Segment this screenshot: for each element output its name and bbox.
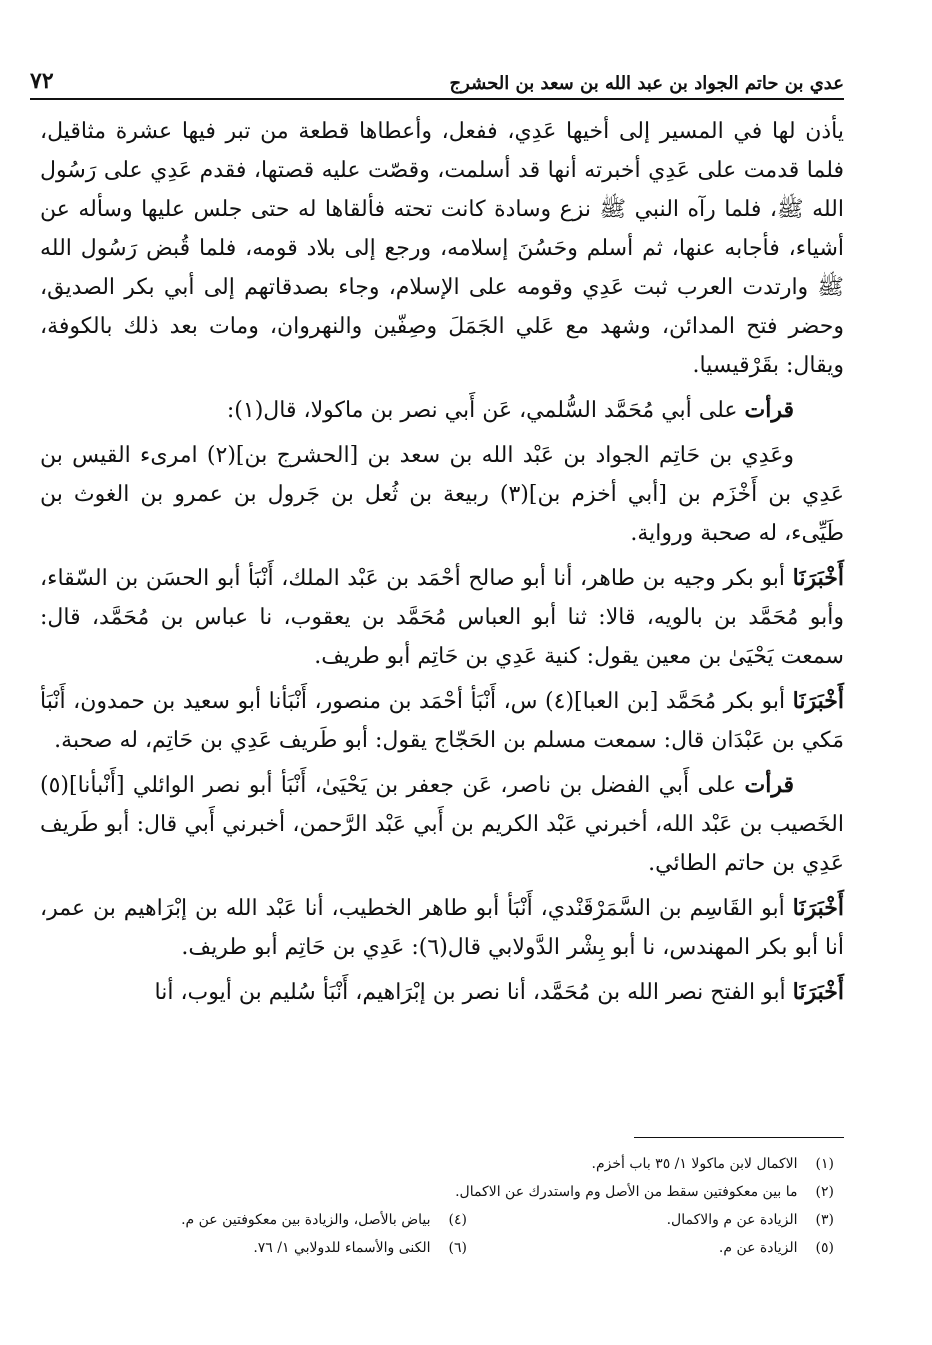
- paragraph: [40, 682, 844, 760]
- footnote: [467, 1206, 834, 1234]
- paragraph-keyword: قرأت: [744, 772, 794, 798]
- footnote: [592, 1150, 834, 1178]
- paragraph-text: يأذن لها في المسير إلى أخيها عَدِي، ففعل، وأعطاها قطعة من تبر فيها عشرة مثاقيل، فلما قدمت على عَدِي أخبرته أنها قد أسلمت، وقصّت عليه قصتها، فقدم عَدِي على رَسُول الله ﷺ، فلما رآه النبي ﷺ نزع وسادة كانت تحته فألقاها له حتى جلس عليها وسأله عن أشياء، فأجابه عنها، ثم أسلم وحَسُنَ إسلامه، ورجع إلى بلاد قومه، فلما قُبض رَسُول الله ﷺ وارتدت العرب ثبت عَدِي وقومه على الإسلام، وجاء بصدقاتهم إلى أبي بكر الصديق، وحضر فتح المدائن، وشهد مع عَلي الجَمَلَ وصِفّين والنهروان، ومات بعد ذلك بالكوفة، ويقال: بقَرْقيسيا.: [40, 119, 844, 378]
- footnote-number: (٣): [815, 1212, 834, 1228]
- footnote-divider: [634, 1137, 844, 1138]
- footnote: [100, 1234, 467, 1262]
- main-text: [40, 112, 844, 1012]
- paragraph-keyword: أَخْبَرَنَا: [792, 895, 844, 921]
- paragraph: [40, 889, 844, 967]
- paragraph-text: على أَبي الفضل بن ناصر، عَن جعفر بن يَحْيَىٰ، أَنْبَأ أبو نصر الوائلي [أَنْبأنا](٥) الخَصيب بن عَبْد الله، أخبرني عَبْد الكريم بن أَبي عَبْد الرَّحمن، أخبرني أَبي قال: أبو طَريف عَدِي بن حاتم الطائي.: [40, 773, 844, 876]
- footnote-number: (٤): [448, 1212, 467, 1228]
- paragraph-keyword: أَخْبَرَنَا: [792, 688, 844, 714]
- footnote: [467, 1234, 834, 1262]
- footnote-text: الكنى والأسماء للدولابي ١/ ٧٦.: [253, 1240, 431, 1256]
- paragraph: [40, 391, 844, 430]
- footnote-number: (٦): [448, 1240, 467, 1256]
- footnote-text: بياض بالأصل، والزيادة بين معكوفتين عن م.: [181, 1212, 431, 1228]
- paragraph-text: على أبي مُحَمَّد السُّلمي، عَن أَبي نصر بن ماكولا، قال(١):: [226, 398, 745, 423]
- footnote-text: ما بين معكوفتين سقط من الأصل وم واستدرك عن الاكمال.: [455, 1184, 798, 1200]
- paragraph-keyword: أَخْبَرَنَا: [792, 565, 844, 591]
- footnote-row: [100, 1206, 834, 1234]
- paragraph: [40, 112, 844, 385]
- footnote-number: (١): [815, 1156, 834, 1172]
- paragraph: [40, 973, 844, 1012]
- footnote-text: الزيادة عن م.: [718, 1240, 798, 1256]
- paragraph-keyword: قرأت: [744, 397, 794, 423]
- footnotes: [100, 1150, 834, 1262]
- page-header: [30, 58, 844, 100]
- footnote-row: [100, 1150, 834, 1178]
- paragraph-text: وعَدِي بن حَاتِم الجواد بن عَبْد الله بن سعد بن [الحشرج بن](٢) امرىء القيس بن عَدِي بن أَخْزَم بن [أبي أخزم بن](٣) ربيعة بن ثُعل بن جَرول بن عمرو بن الغوث بن طَيِّىء، له صحبة ورواية.: [40, 443, 844, 546]
- paragraph: [40, 436, 844, 553]
- footnote-row: [100, 1234, 834, 1262]
- paragraph-text: أبو بكر وجيه بن طاهر، أنا أبو صالح أحْمَد بن عَبْد الملك، أَنْبَأ أبو الحسَن بن السّقاء، وأبو مُحَمَّد بن بالويه، قالا: ثنا أبو العباس مُحَمَّد بن يعقوب، نا عباس بن مُحَمَّد، قال: سمعت يَحْيَىٰ بن معين يقول: كنية عَدِي بن حَاتِم أبو طريف.: [40, 566, 844, 669]
- paragraph-text: أبو القَاسِم بن السَّمَرْقَنْدي، أَنْبَأ أبو طاهر الخطيب، أنا عَبْد الله بن إبْرَاهيم بن عمر، أنا أبو بكر المهندس، نا أبو بِشْر الدَّولابي قال(٦): عَدِي بن حَاتِم أبو طريف.: [40, 896, 844, 960]
- footnote: [100, 1206, 467, 1234]
- running-title: عدي بن حاتم الجواد بن عبد الله بن سعد بن الحشرج: [449, 73, 844, 94]
- page-number: ٧٢: [30, 68, 54, 94]
- paragraph-text: أبو الفتح نصر الله بن مُحَمَّد، أنا نصر بن إبْرَاهيم، أَنْبَأ سُليم بن أيوب، أنا: [154, 980, 793, 1005]
- footnote-row: [100, 1178, 834, 1206]
- footnote-number: (٢): [815, 1184, 834, 1200]
- paragraph: [40, 766, 844, 883]
- paragraph-text: أبو بكر مُحَمَّد [بن العبا](٤) س، أَنْبَأ أحْمَد بن منصور، أَنْبَأنا أبو سعيد بن حمدون، أَنْبَأ مَكي بن عَبْدَان قال: سمعت مسلم بن الحَجّاج يقول: أبو طَريف عَدِي بن حَاتِم، له صحبة.: [40, 689, 844, 753]
- footnote-text: الاكمال لابن ماكولا ١/ ٣٥ باب أخزم.: [591, 1156, 798, 1172]
- paragraph: [40, 559, 844, 676]
- paragraph-keyword: أَخْبَرَنَا: [792, 979, 844, 1005]
- footnote: [455, 1178, 834, 1206]
- footnote-number: (٥): [815, 1240, 834, 1256]
- footnote-text: الزيادة عن م والاكمال.: [666, 1212, 798, 1228]
